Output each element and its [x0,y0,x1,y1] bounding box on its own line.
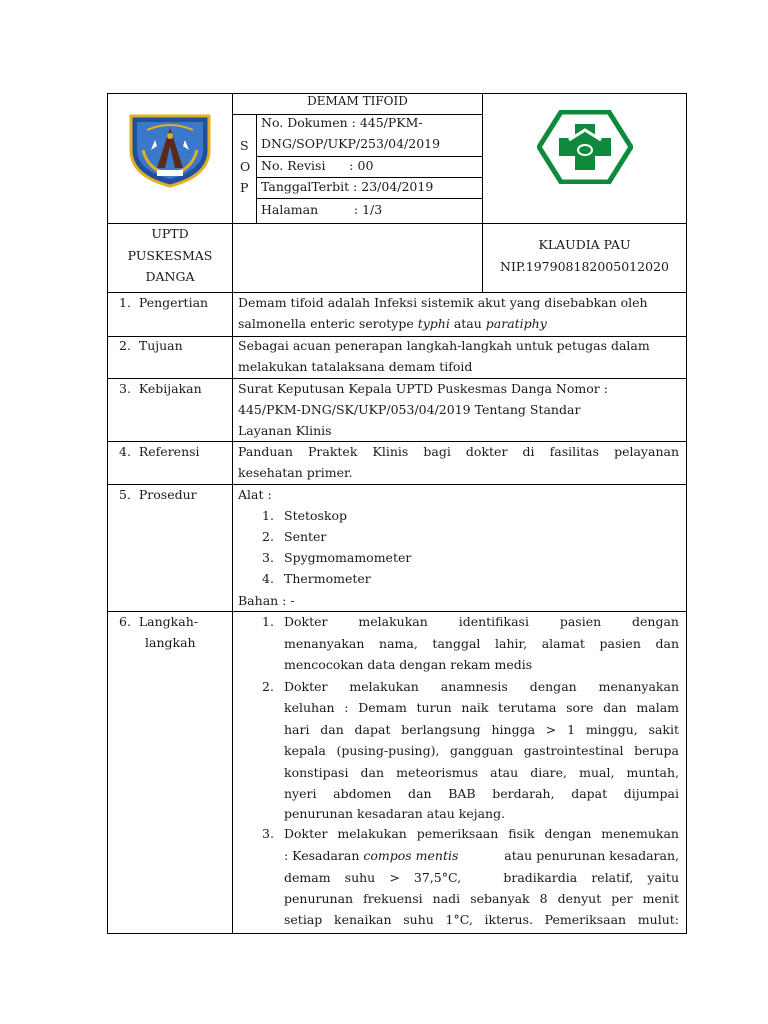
page-number: Halaman : 1/3 [261,202,383,217]
table-border-bottom [107,933,687,934]
step3-compos-mentis: compos mentis [363,848,459,863]
tujuan-line2: melakukan tatalaksana demam tifoid [238,359,473,374]
step-number: 3. [262,826,274,841]
pengertian-line2 [238,313,547,334]
step-number: 2. [262,679,274,694]
section-label-tujuan: 2. Tujuan [119,338,183,353]
doc-number-line1: No. Dokumen : 445/PKM- [261,115,423,130]
step2-line7: penurunan kesadaran atau kejang. [284,806,506,821]
step3-line4: penurunan frekuensi nadi sebanyak 8 denyut per menit [284,891,679,906]
kebijakan-line1: Surat Keputusan Kepala UPTD Puskesmas Danga Nomor : [238,381,608,396]
referensi-line2: kesehatan primer. [238,465,353,480]
step2-line6: nyeri abdomen dan BAB berdarah, dapat dijumpai [284,786,679,801]
list-item: Stetoskop [284,508,348,523]
step3-line3: demam suhu > 37,5°C, bradikardia relatif, yaitu [284,870,679,885]
list-item: Spygmomamometer [284,550,412,565]
step2-line2: keluhan : Demam turun naik terutama sore dan malam [284,700,679,715]
section-label-kebijakan: 3. Kebijakan [119,381,202,396]
kebijakan-line3: Layanan Klinis [238,423,332,438]
pengertian-line2-a: salmonella enteric serotype [238,316,418,331]
step1-line3: mencocokan data dengan rekam medis [284,657,533,672]
step1-line2: menanyakan nama, tanggal lahir, alamat pasien dan [284,636,679,651]
step3-line2-prefix: : Kesadaran [284,848,364,863]
list-item: Thermometer [284,571,371,586]
revision-number: No. Revisi : 00 [261,158,374,173]
step2-line1: Dokter melakukan anamnesis dengan menanyakan [284,679,679,694]
step2-line3: hari dan dapat berlangsung hingga > 1 minggu, sakit [284,722,679,737]
step2-line5: konstipasi dan meteorismus atau diare, mual, muntah, [284,765,679,780]
section-label-referensi: 4. Referensi [119,444,200,459]
table-border-right [686,93,687,934]
signer-nip: NIP.197908182005012020 [500,259,669,274]
section-label-langkah: 6. Langkah- [119,614,198,629]
referensi-line1: Panduan Praktek Klinis bagi dokter di fasilitas pelayanan [238,444,679,459]
org-name: DANGA [145,269,195,284]
step1-line1: Dokter melakukan identifikasi pasien dengan [284,614,679,629]
sop-letter-p: P [240,180,249,195]
pengertian-paratiphy: paratiphy [485,316,547,331]
doc-number-line2: DNG/SOP/UKP/253/04/2019 [261,136,441,151]
list-item: Senter [284,529,327,544]
list-item-number: 3. [262,550,274,565]
sop-letter-o: O [240,159,251,174]
signer-name: KLAUDIA PAU [538,237,631,252]
document-title: DEMAM TIFOID [307,94,408,108]
sop-letter-s: S [240,138,249,153]
org-unit: UPTD [151,226,189,241]
tujuan-line1: Sebagai acuan penerapan langkah-langkah untuk petugas dalam [238,338,650,353]
list-item-number: 2. [262,529,274,544]
prosedur-bahan: Bahan : - [238,593,295,608]
regency-crest-icon [127,110,213,188]
section-label-prosedur: 5. Prosedur [119,487,197,502]
divider-col1 [232,93,233,934]
pengertian-typhi: typhi [417,316,450,331]
pengertian-line1: Demam tifoid adalah Infeksi sistemik akut yang disebabkan oleh [238,295,648,310]
step3-line2 [284,845,679,866]
step3-line2-a [284,845,458,866]
section-label-langkah-cont: langkah [145,635,196,650]
prosedur-alat: Alat : [238,487,272,502]
list-item-number: 4. [262,571,274,586]
section-label-pengertian: 1. Pengertian [119,295,209,310]
kebijakan-line2: 445/PKM-DNG/SK/UKP/053/04/2019 Tentang Standar [238,402,581,417]
step3-line2-b: atau penurunan kesadaran, [500,848,679,863]
pengertian-line2-b: atau [449,316,486,331]
org-type: PUSKESMAS [127,248,213,263]
divider-sop [256,114,257,223]
step2-line4: kepala (pusing-pusing), gangguan gastrointestinal berupa [284,743,679,758]
step-number: 1. [262,614,274,629]
issue-date: TanggalTerbit : 23/04/2019 [261,179,434,194]
step3-line1: Dokter melakukan pemeriksaan fisik dengan menemukan [284,826,679,841]
step3-line5: setiap kenaikan suhu 1°C, ikterus. Pemeriksaan mulut: [284,912,679,927]
table-border-left [107,93,108,934]
list-item-number: 1. [262,508,274,523]
puskesmas-logo-icon [537,110,633,184]
